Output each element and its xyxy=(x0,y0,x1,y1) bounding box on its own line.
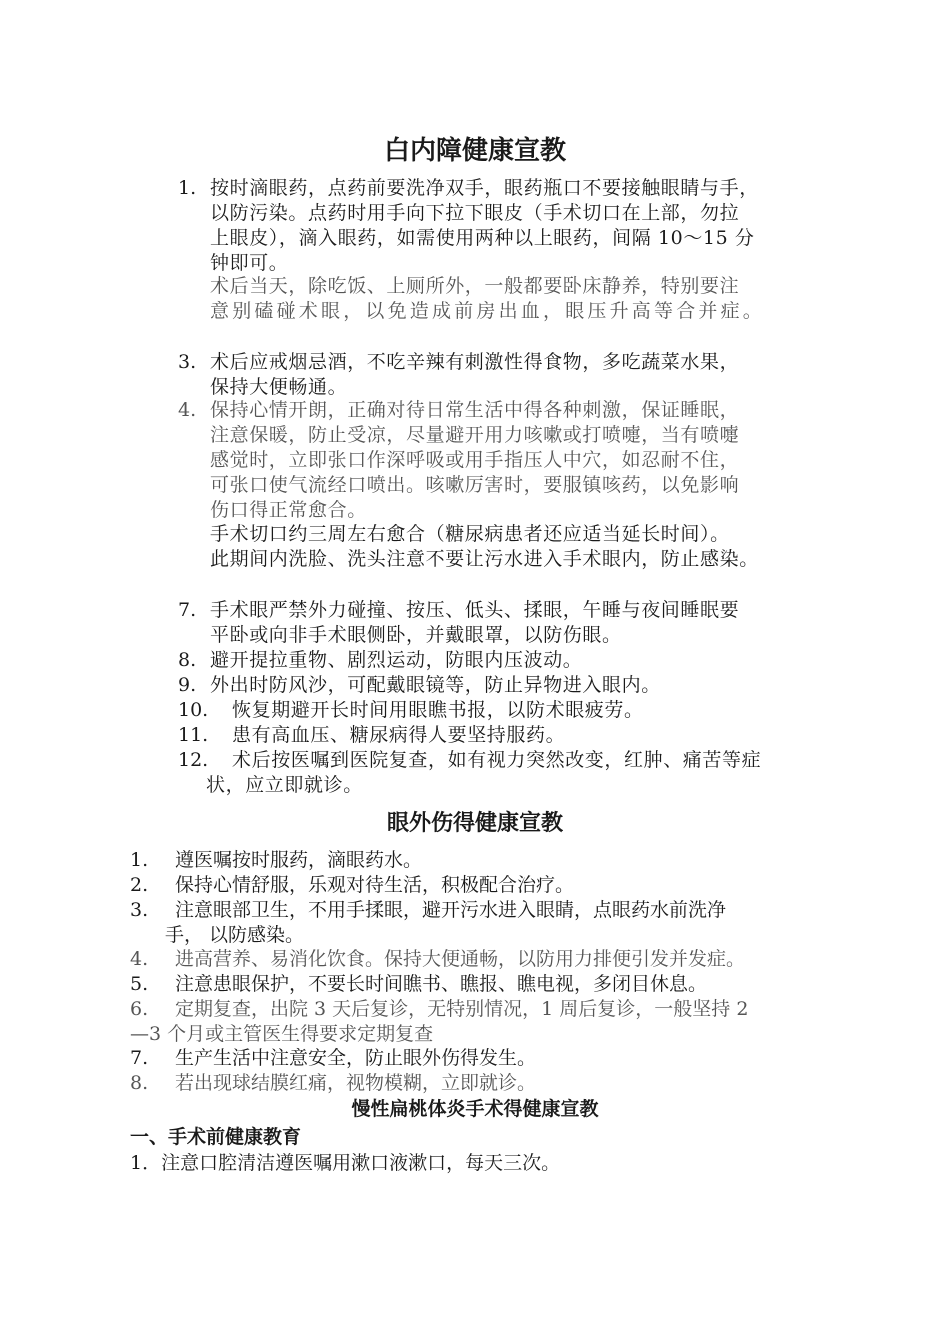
tonsillitis-title: 慢性扁桃体炎手术得健康宣教 xyxy=(351,1098,599,1120)
item-text: 可张口使气流经口喷出。咳嗽厉害时，要服镇咳药，以免影响 xyxy=(210,474,740,496)
cataract-title: 白内障健康宣教 xyxy=(383,136,566,166)
item-text: 恢复期避开长时间用眼瞧书报，以防术眼疲劳。 xyxy=(232,699,644,721)
item-text: 意别磕碰术眼，以免造成前房出血，眼压升高等合并症。 xyxy=(210,300,766,322)
item-text: 术后按医嘱到医院复查，如有视力突然改变，红肿、痛苦等症 xyxy=(232,749,762,771)
item-number: 3. xyxy=(178,351,197,373)
item-number: 8. xyxy=(178,649,197,671)
item-text: 按时滴眼药，点药前要洗净双手，眼药瓶口不要接触眼睛与手， xyxy=(210,177,759,199)
item-number: 11. xyxy=(178,724,209,746)
item-text: 以防污染。点药时用手向下拉下眼皮（手术切口在上部，勿拉 xyxy=(210,202,740,224)
item-text: 手术切口约三周左右愈合（糖尿病患者还应适当延长时间）。 xyxy=(210,523,730,545)
item-text: 术后当天，除吃饭、上厕所外，一般都要卧床静养，特别要注 xyxy=(210,275,740,297)
item-text: 避开提拉重物、剧烈运动，防眼内压波动。 xyxy=(210,649,583,671)
item-text: 注意保暖，防止受凉，尽量避开用力咳嗽或打喷嚏，当有喷嚏 xyxy=(210,424,740,446)
item-text: 生产生活中注意安全，防止眼外伤得发生。 xyxy=(175,1047,537,1069)
item-text: 进高营养、易消化饮食。保持大便通畅，以防用力排便引发并发症。 xyxy=(175,948,746,970)
item-number: 4. xyxy=(178,399,197,421)
item-number: 12. xyxy=(178,749,209,771)
item-text: 遵医嘱按时服药，滴眼药水。 xyxy=(175,849,423,871)
eye-injury-title: 眼外伤得健康宣教 xyxy=(386,810,563,836)
item-number: 10. xyxy=(178,699,209,721)
item-number: 8. xyxy=(130,1072,149,1094)
item-text: 感觉时，立即张口作深呼吸或用手指压人中穴，如忍耐不住， xyxy=(210,449,740,471)
item-number: 5. xyxy=(130,973,149,995)
item-text: 若出现球结膜红痛，视物模糊，立即就诊。 xyxy=(175,1072,537,1094)
item-text: 保持大便畅通。 xyxy=(210,376,348,398)
item-text: 钟即可。 xyxy=(210,252,289,274)
item-text: 上眼皮），滴入眼药，如需使用两种以上眼药，间隔 10～15 分 xyxy=(210,227,755,249)
item-text: 定期复查，出院 3 天后复诊，无特别情况，1 周后复诊，一般坚持 2 xyxy=(175,998,749,1020)
item-text: 术后应戒烟忌酒，不吃辛辣有刺激性得食物，多吃蔬菜水果， xyxy=(210,351,740,373)
item-number: 9. xyxy=(178,674,197,696)
item-number: 6. xyxy=(130,998,149,1020)
item-text: 此期间内洗脸、洗头注意不要让污水进入手术眼内，防止感染。 xyxy=(210,548,759,570)
item-text: 注意患眼保护，不要长时间瞧书、瞧报、瞧电视，多闭目休息。 xyxy=(175,973,708,995)
item-text: 患有高血压、糖尿病得人要坚持服药。 xyxy=(232,724,566,746)
preop-heading: 一、手术前健康教育 xyxy=(130,1126,302,1148)
item-number: 1. xyxy=(130,849,149,871)
item-number: 3. xyxy=(130,899,149,921)
item-number: 7. xyxy=(178,599,197,621)
item-number: 2. xyxy=(130,874,149,896)
item-text: 伤口得正常愈合。 xyxy=(210,499,367,521)
item-text: 保持心情开朗，正确对待日常生活中得各种刺激，保证睡眠， xyxy=(210,399,740,421)
item-text: 保持心情舒服，乐观对待生活，积极配合治疗。 xyxy=(175,874,575,896)
item-text: —3 个月或主管医生得要求定期复查 xyxy=(130,1023,434,1045)
item-text: 状，应立即就诊。 xyxy=(206,774,363,796)
item-text: 平卧或向非手术眼侧卧，并戴眼罩，以防伤眼。 xyxy=(210,624,622,646)
item-text: 手术眼严禁外力碰撞、按压、低头、揉眼，午睡与夜间睡眠要 xyxy=(210,599,740,621)
item-number: 7. xyxy=(130,1047,149,1069)
item-text: 手， 以防感染。 xyxy=(165,924,305,946)
item-text: 外出时防风沙，可配戴眼镜等，防止异物进入眼内。 xyxy=(210,674,661,696)
item-number: 4. xyxy=(130,948,149,970)
preop-item-text: 1．注意口腔清洁遵医嘱用漱口液漱口，每天三次。 xyxy=(130,1152,561,1174)
item-number: 1. xyxy=(178,177,197,199)
item-text: 注意眼部卫生，不用手揉眼，避开污水进入眼睛，点眼药水前洗净 xyxy=(175,899,727,921)
